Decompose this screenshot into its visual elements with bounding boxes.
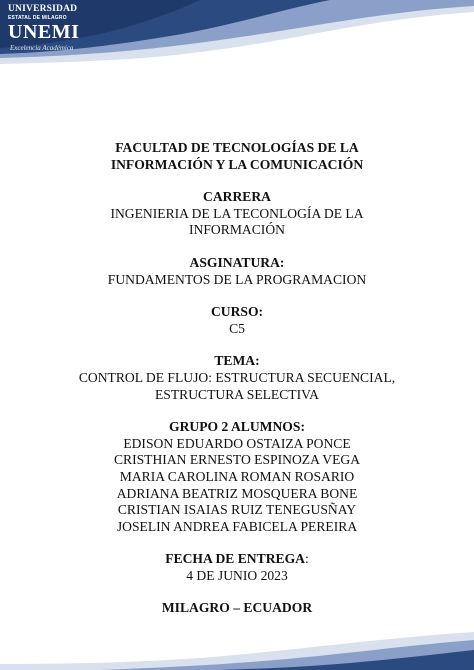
logo-line-1: UNIVERSIDAD — [8, 4, 78, 14]
logo-line-2: ESTATAL DE MILAGRO — [8, 15, 67, 21]
footer-wave-graphic — [0, 628, 474, 670]
group-heading: GRUPO 2 ALUMNOS: — [169, 419, 305, 435]
date-colon: : — [304, 551, 309, 567]
career-heading: CARRERA — [203, 189, 271, 205]
date-heading: FECHA DE ENTREGA — [165, 551, 305, 567]
date-heading-line — [0, 551, 474, 568]
topic-line-1: CONTROL DE FLUJO: ESTRUCTURA SECUENCIAL, — [78, 369, 396, 385]
footer-band — [0, 628, 474, 670]
faculty-line-2: INFORMACIÓN Y LA COMUNICACIÓN — [110, 156, 364, 172]
topic-heading: TEMA: — [214, 353, 260, 369]
topic-line-2: ESTRUCTURA SELECTIVA — [154, 386, 320, 402]
logo-line-4: Excelencia Académica — [10, 44, 74, 52]
university-logo — [8, 4, 86, 62]
cover-content — [0, 140, 474, 617]
subject-value: FUNDAMENTOS DE LA PROGRAMACION — [107, 271, 367, 287]
course-heading: CURSO: — [210, 304, 264, 320]
student-name: EDISON EDUARDO OSTAIZA PONCE — [123, 435, 351, 451]
header-band — [0, 0, 474, 68]
location: MILAGRO – ECUADOR — [161, 600, 313, 616]
faculty-line-1: FACULTAD DE TECNOLOGÍAS DE LA — [115, 140, 359, 155]
student-name: CRISTIAN ISAIAS RUIZ TENEGUSÑAY — [117, 502, 357, 518]
course-value: C5 — [229, 320, 245, 336]
student-name: CRISTHIAN ERNESTO ESPINOZA VEGA — [113, 452, 361, 468]
student-name: MARIA CAROLINA ROMAN ROSARIO — [119, 468, 355, 484]
career-line-1: INGENIERIA DE LA TECONLOGÍA DE LA — [110, 205, 364, 221]
subject-heading: ASGINATURA: — [189, 254, 285, 270]
student-name: ADRIANA BEATRIZ MOSQUERA BONE — [116, 485, 358, 501]
logo-line-3: UNEMI — [8, 21, 80, 43]
career-line-2: INFORMACIÓN — [189, 222, 285, 238]
date-value: 4 DE JUNIO 2023 — [186, 567, 288, 583]
student-name: JOSELIN ANDREA FABICELA PEREIRA — [116, 518, 358, 534]
